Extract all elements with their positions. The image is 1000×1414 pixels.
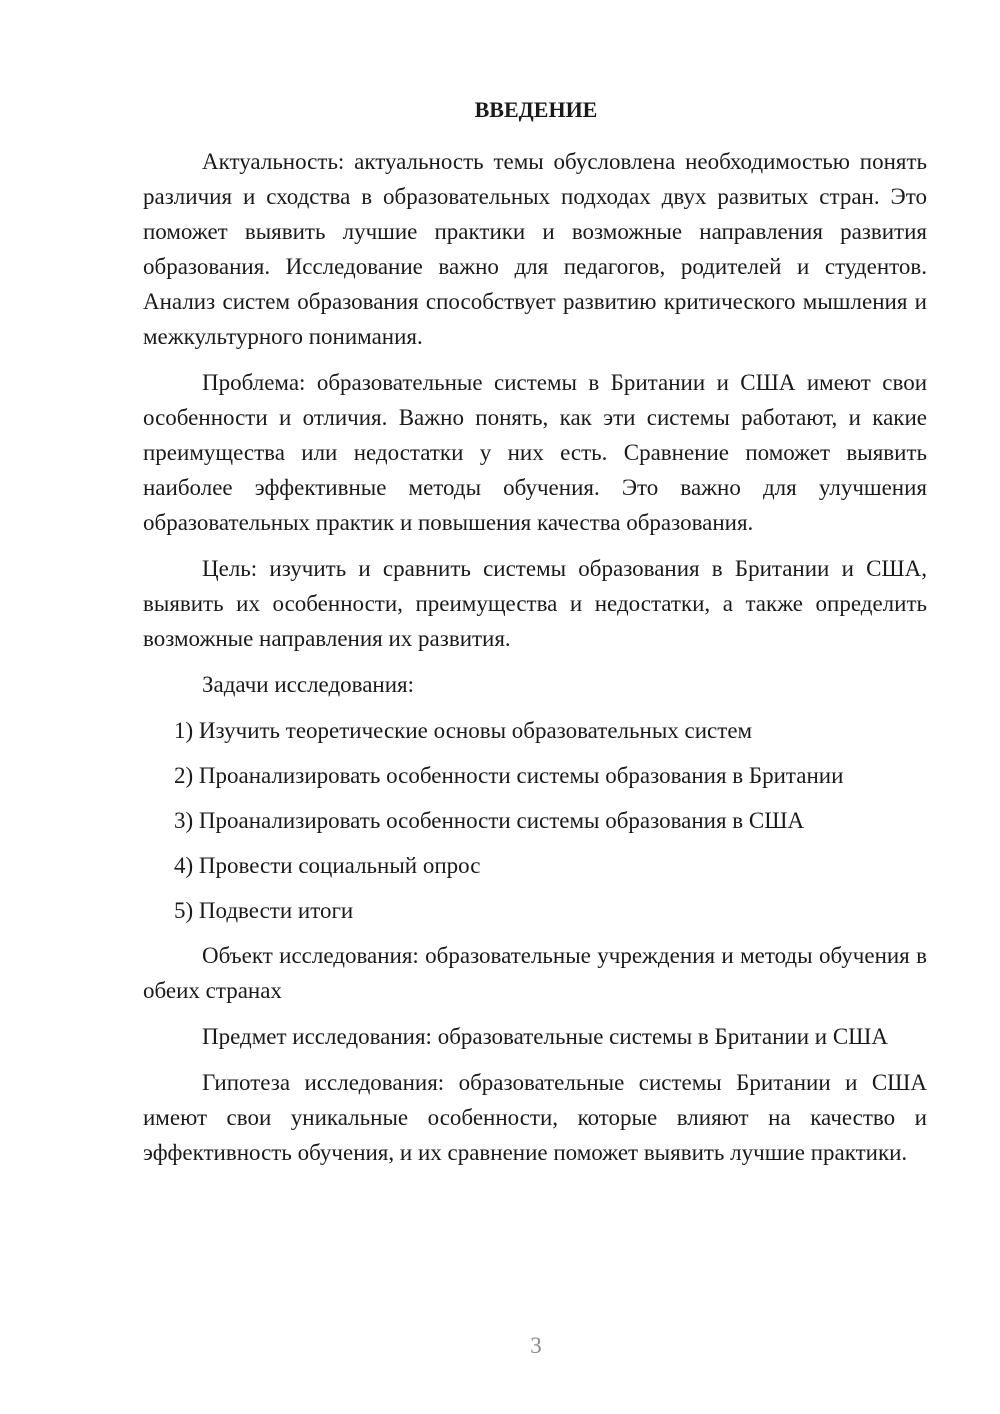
section-heading: ВВЕДЕНИЕ xyxy=(474,97,598,122)
hypothesis-paragraph: Гипотеза исследования: образовательные системы Британии и США имеют свои уникальные особенности, которые влияют на качество и эффективность обучения, и их сравнение поможет выявить лучшие практики. xyxy=(143,1070,927,1165)
task-item: 5) Подвести итоги xyxy=(174,898,354,923)
problem-paragraph: Проблема: образовательные системы в Британии и США имеют свои особенности и отличия. Важно понять, как эти системы работают, и какие преимущества или недостатки у них есть. Сравнение поможет выявить наиболее эффективные методы обучения. Это важно для улучшения образовательных практик и повышения качества образования. xyxy=(143,370,927,535)
subject-paragraph: Предмет исследования: образовательные системы в Британии и США xyxy=(202,1024,888,1049)
object-paragraph: Объект исследования: образовательные учреждения и методы обучения в обеих странах xyxy=(143,943,927,1003)
task-item: 1) Изучить теоретические основы образовательных систем xyxy=(174,718,753,743)
tasks-title: Задачи исследования: xyxy=(202,672,415,697)
page-number: 3 xyxy=(530,1333,542,1358)
tasks-list xyxy=(143,713,927,928)
task-item: 3) Проанализировать особенности системы образования в США xyxy=(174,808,805,833)
relevance-paragraph: Актуальность: актуальность темы обусловлена необходимостью понять различия и сходства в образовательных подходах двух развитых стран. Это поможет выявить лучшие практики и возможные направления развития образования. Исследование важно для педагогов, родителей и студентов. Анализ систем образования способствует развитию критического мышления и межкультурного понимания. xyxy=(143,149,927,349)
task-item: 2) Проанализировать особенности системы образования в Британии xyxy=(174,763,844,788)
goal-paragraph: Цель: изучить и сравнить системы образования в Британии и США, выявить их особенности, преимущества и недостатки, а также определить возможные направления их развития. xyxy=(143,556,927,651)
page-content xyxy=(143,94,927,1181)
task-item: 4) Провести социальный опрос xyxy=(174,853,481,878)
